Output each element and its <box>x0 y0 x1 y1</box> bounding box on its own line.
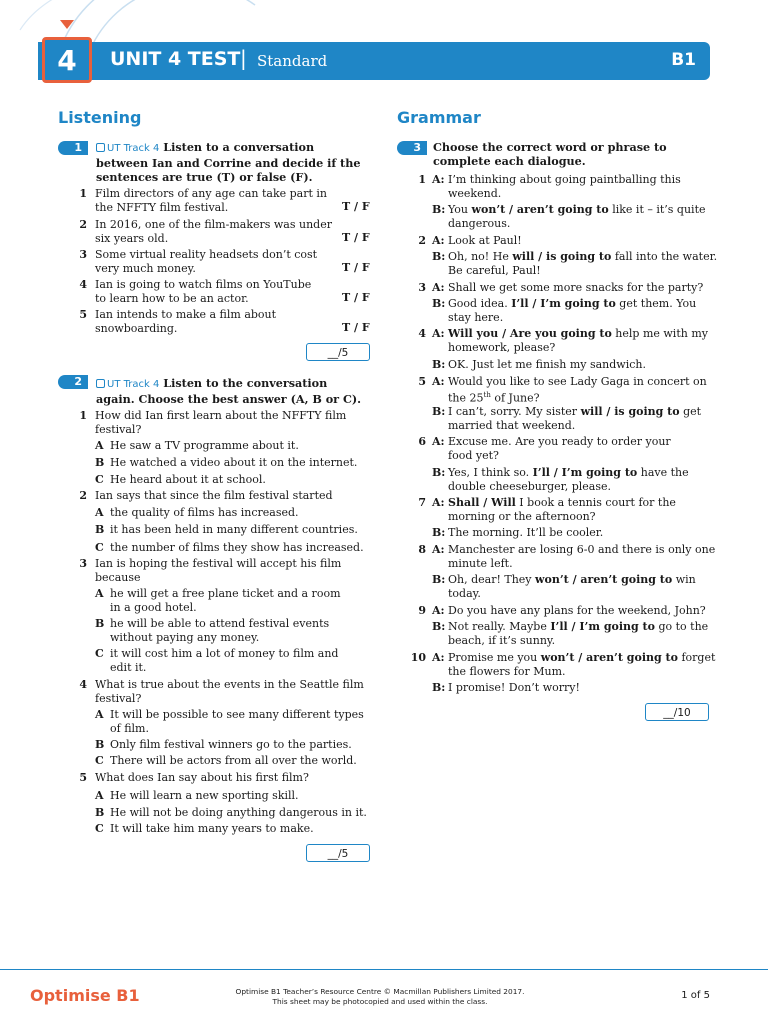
option-text: Only film festival winners go to the parties. <box>110 738 352 751</box>
unit-number: 4 <box>57 43 77 77</box>
list-item: Ian intends to make a film about snowboarding. <box>95 308 277 335</box>
dialogue-line-a: Shall / Will I book a tennis court for the morning or the afternoon? <box>448 496 676 523</box>
option-text: the number of films they show has increased. <box>110 541 364 554</box>
true-false-choice[interactable]: T / F <box>342 231 370 244</box>
speaker-a-label: A: <box>432 234 445 247</box>
question-text: Ian is hoping the festival will accept his film because <box>95 557 342 584</box>
speaker-b-label: B: <box>432 405 446 418</box>
dialogue-line-b: I promise! Don’t worry! <box>448 681 580 694</box>
unit-marker-triangle <box>60 20 74 29</box>
speaker-a-label: A: <box>432 604 445 617</box>
exercise-2-instruction: UT Track 4 Listen to the conversation again. Choose the best answer (A, B or C). <box>96 376 362 406</box>
cefr-level: B1 <box>671 50 696 70</box>
option-text: he will be able to attend festival events without paying any money. <box>110 617 330 644</box>
exercise-1-instruction: UT Track 4 Listen to a conversation between Ian and Corrine and decide if the sentences are true (T) or false (F). <box>96 140 361 184</box>
grammar-title: Grammar <box>397 108 481 127</box>
unit-title: UNIT 4 TEST <box>110 48 241 70</box>
exercise-2-score-box[interactable]: __/5 <box>306 844 370 862</box>
speaker-b-label: B: <box>432 203 446 216</box>
audio-track-2[interactable]: UT Track 4 <box>96 379 159 390</box>
list-item: In 2016, one of the film-makers was under six years old. <box>95 218 332 245</box>
audio-track-1[interactable]: UT Track 4 <box>96 143 159 154</box>
dialogue-line-a: Manchester are losing 6-0 and there is only one minute left. <box>448 543 716 570</box>
dialogue-number: 3 <box>418 281 426 294</box>
true-false-choice[interactable]: T / F <box>342 200 370 213</box>
speaker-b-label: B: <box>432 573 446 586</box>
option-letter[interactable]: C <box>95 647 104 660</box>
option-letter[interactable]: B <box>95 456 105 469</box>
speaker-a-label: A: <box>432 435 445 448</box>
dialogue-line-b: Yes, I think so. I’ll / I’m going to have the double cheeseburger, please. <box>448 466 689 493</box>
option-text: He will not be doing anything dangerous in it. <box>110 806 367 819</box>
speaker-a-label: A: <box>432 496 445 509</box>
unit-level: Standard <box>257 52 328 70</box>
page-number: 1 of 5 <box>681 990 710 1001</box>
answer-choice[interactable]: won’t / aren’t going to <box>471 203 609 216</box>
exercise-2-number: 2 <box>74 375 82 388</box>
answer-choice[interactable]: will / is going to <box>512 250 612 263</box>
exercise-1-number: 1 <box>74 141 82 154</box>
dialogue-number: 8 <box>418 543 426 556</box>
answer-choice[interactable]: won’t / aren’t going to <box>535 573 673 586</box>
dialogue-line-b: Good idea. I’ll / I’m going to get them. You stay here. <box>448 297 697 324</box>
item-number: 1 <box>79 187 87 200</box>
option-text: He saw a TV programme about it. <box>110 439 299 452</box>
option-letter[interactable]: B <box>95 617 105 630</box>
question-number: 2 <box>79 489 87 502</box>
option-text: the quality of films has increased. <box>110 506 299 519</box>
true-false-choice[interactable]: T / F <box>342 321 370 334</box>
dialogue-line-b: Oh, no! He will / is going to fall into the water. Be careful, Paul! <box>448 250 718 277</box>
option-letter[interactable]: C <box>95 473 104 486</box>
item-number: 5 <box>79 308 87 321</box>
answer-choice[interactable]: won’t / aren’t going to <box>540 651 678 664</box>
dialogue-line-b: Not really. Maybe I’ll / I’m going to go to the beach, if it’s sunny. <box>448 620 709 647</box>
dialogue-line-a: Promise me you won’t / aren’t going to forget the flowers for Mum. <box>448 651 716 678</box>
question-text: What does Ian say about his first film? <box>95 771 309 784</box>
option-text: he will get a free plane ticket and a room in a good hotel. <box>110 587 341 614</box>
true-false-choice[interactable]: T / F <box>342 261 370 274</box>
dialogue-number: 7 <box>418 496 426 509</box>
dialogue-number: 4 <box>418 327 426 340</box>
speaker-b-label: B: <box>432 358 446 371</box>
list-item: Some virtual reality headsets don’t cost very much money. <box>95 248 318 275</box>
question-text: How did Ian first learn about the NFFTY film festival? <box>95 409 347 436</box>
dialogue-line-a: I’m thinking about going paintballing this weekend. <box>448 173 681 200</box>
option-letter[interactable]: A <box>95 789 104 802</box>
speaker-a-label: A: <box>432 281 445 294</box>
option-text: It will take him many years to make. <box>110 822 314 835</box>
option-text: it has been held in many different countries. <box>110 523 358 536</box>
question-number: 3 <box>79 557 87 570</box>
option-letter[interactable]: A <box>95 708 104 721</box>
option-letter[interactable]: A <box>95 506 104 519</box>
speaker-b-label: B: <box>432 526 446 539</box>
footer-brand: Optimise B1 <box>30 986 140 1005</box>
dialogue-number: 2 <box>418 234 426 247</box>
question-text: Ian says that since the film festival started <box>95 489 333 502</box>
exercise-3-number: 3 <box>413 141 421 154</box>
answer-choice[interactable]: Will you / Are you going to <box>448 327 612 340</box>
answer-choice[interactable]: will / is going to <box>580 405 680 418</box>
listening-title: Listening <box>58 108 142 127</box>
dialogue-number: 1 <box>418 173 426 186</box>
speaker-a-label: A: <box>432 543 445 556</box>
answer-choice[interactable]: I’ll / I’m going to <box>511 297 616 310</box>
dialogue-line-a: Would you like to see Lady Gaga in concert on the 25th of June? <box>448 375 707 405</box>
question-number: 1 <box>79 409 87 422</box>
question-number: 4 <box>79 678 87 691</box>
option-text: it will cost him a lot of money to film and edit it. <box>110 647 339 674</box>
true-false-choice[interactable]: T / F <box>342 291 370 304</box>
speaker-b-label: B: <box>432 620 446 633</box>
option-letter[interactable]: B <box>95 806 105 819</box>
dialogue-line-a: Look at Paul! <box>448 234 522 247</box>
option-letter[interactable]: A <box>95 439 104 452</box>
answer-choice[interactable]: I’ll / I’m going to <box>550 620 655 633</box>
footer-copyright: Optimise B1 Teacher’s Resource Centre © Macmillan Publishers Limited 2017. This sheet may be photocopied and used within the class. <box>235 987 525 1006</box>
speaker-a-label: A: <box>432 327 445 340</box>
dialogue-line-a: Excuse me. Are you ready to order your food yet? <box>448 435 671 462</box>
option-letter[interactable]: C <box>95 754 104 767</box>
exercise-3-instruction: Choose the correct word or phrase to complete each dialogue. <box>433 140 667 168</box>
answer-choice[interactable]: I’ll / I’m going to <box>532 466 638 479</box>
dialogue-line-b: I can’t, sorry. My sister will / is going to get married that weekend. <box>448 405 702 432</box>
option-text: He will learn a new sporting skill. <box>110 789 299 802</box>
speaker-b-label: B: <box>432 681 446 694</box>
dialogue-line-a: Do you have any plans for the weekend, John? <box>448 604 706 617</box>
exercise-1-badge <box>58 141 88 155</box>
item-number: 4 <box>79 278 87 291</box>
option-letter[interactable]: A <box>95 587 104 600</box>
speaker-a-label: A: <box>432 651 445 664</box>
answer-choice[interactable]: Shall / Will <box>448 496 516 509</box>
option-letter[interactable]: C <box>95 822 104 835</box>
dialogue-line-b: The morning. It’ll be cooler. <box>448 526 604 539</box>
dialogue-number: 9 <box>418 604 426 617</box>
question-text: What is true about the events in the Seattle film festival? <box>95 678 364 705</box>
list-item: Film directors of any age can take part in the NFFTY film festival. <box>95 187 328 214</box>
dialogue-line-a: Will you / Are you going to help me with my homework, please? <box>448 327 708 354</box>
option-text: He heard about it at school. <box>110 473 266 486</box>
question-number: 5 <box>79 771 87 784</box>
option-text: There will be actors from all over the world. <box>110 754 357 767</box>
dialogue-line-a: Shall we get some more snacks for the party? <box>448 281 704 294</box>
footer-divider <box>0 969 768 970</box>
dialogue-number: 6 <box>418 435 426 448</box>
exercise-2-badge <box>58 375 88 389</box>
speaker-b-label: B: <box>432 297 446 310</box>
item-number: 2 <box>79 218 87 231</box>
option-letter[interactable]: C <box>95 541 104 554</box>
dialogue-line-b: Oh, dear! They won’t / aren’t going to win today. <box>448 573 696 600</box>
speaker-icon <box>96 143 105 152</box>
item-number: 3 <box>79 248 87 261</box>
speaker-b-label: B: <box>432 466 446 479</box>
speaker-b-label: B: <box>432 250 446 263</box>
dialogue-line-b: OK. Just let me finish my sandwich. <box>448 358 646 371</box>
option-text: It will be possible to see many different types of film. <box>110 708 364 735</box>
speaker-a-label: A: <box>432 173 445 186</box>
dialogue-line-b: You won’t / aren’t going to like it – it’s quite dangerous. <box>448 203 706 230</box>
speaker-a-label: A: <box>432 375 445 388</box>
exercise-1-score-box[interactable]: __/5 <box>306 343 370 361</box>
unit-number-box <box>42 37 92 83</box>
option-letter[interactable]: B <box>95 523 105 536</box>
option-text: He watched a video about it on the internet. <box>110 456 358 469</box>
list-item: Ian is going to watch films on YouTube to learn how to be an actor. <box>95 278 312 305</box>
exercise-3-badge <box>397 141 427 155</box>
option-letter[interactable]: B <box>95 738 105 751</box>
speaker-icon <box>96 379 105 388</box>
dialogue-number: 10 <box>410 651 426 664</box>
dialogue-number: 5 <box>418 375 426 388</box>
title-separator: | <box>240 46 247 70</box>
exercise-3-score-box[interactable]: __/10 <box>645 703 709 721</box>
